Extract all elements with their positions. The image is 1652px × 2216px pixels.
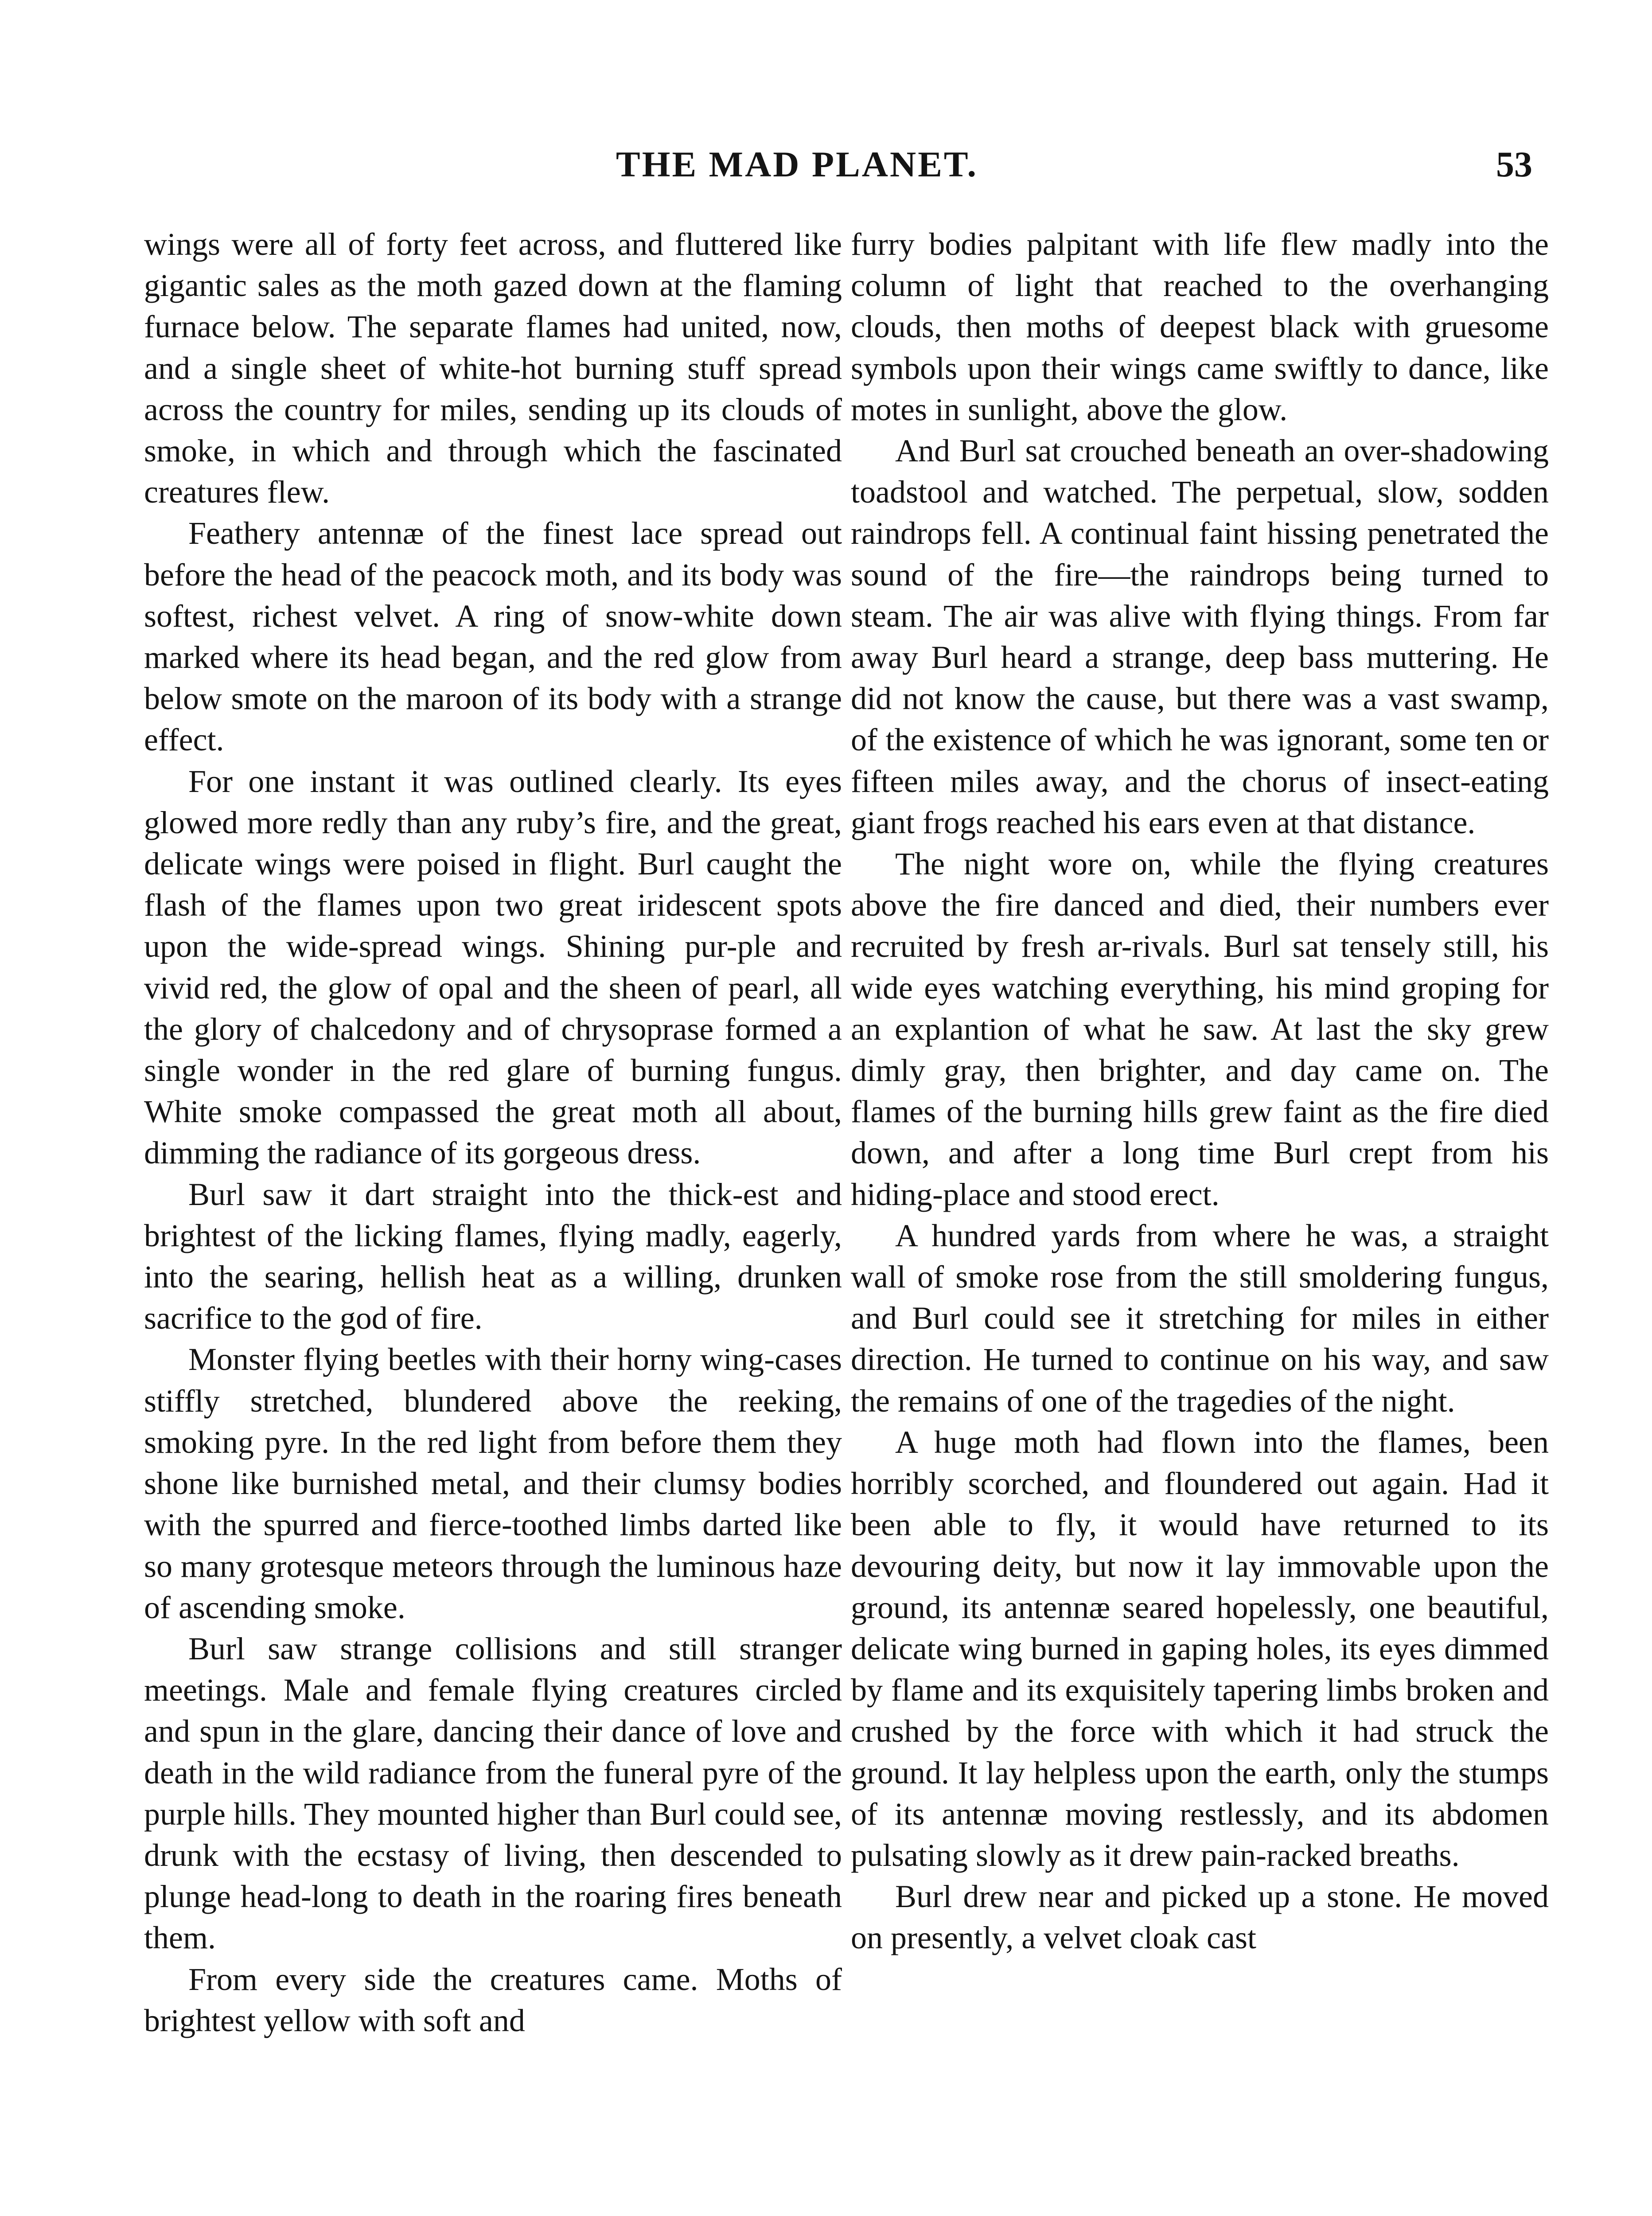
paragraph: A huge moth had flown into the flames, been horribly scorched, and floundered out again. Had it been able to fly, it would have returned to its devouring deity, but now it lay immovable upon the ground, its antennæ seared hopelessly, one beautiful, delicate wing burned in gaping holes, its eyes dimmed by flame and its exquisitely tapering limbs broken and crushed by the force with which it had struck the ground. It lay helpless upon the earth, only the stumps of its antennæ moving restlessly, and its abdomen pulsating slowly as it drew pain-racked breaths. (851, 1424, 1549, 1873)
paragraph: Burl saw strange collisions and still stranger meetings. Male and female flying creatures circled and spun in the glare, dancing their dance of love and death in the wild radiance from the funeral pyre of the purple hills. They mounted higher than Burl could see, drunk with the ecstasy of living, then descended to plunge head-long to death in the roaring fires beneath them. (144, 1631, 842, 1956)
paragraph: From every side the creatures came. Moths of brightest yellow with soft and (144, 1961, 842, 2038)
page-number: 53 (1496, 144, 1532, 184)
right-column (851, 224, 1549, 1959)
left-column (144, 224, 842, 2041)
paragraph: For one instant it was outlined clearly. Its eyes glowed more redly than any ruby’s fire, and the great, delicate wings were poised in flight. Burl caught the flash of the flames upon two great iridescent spots upon the wide-spread wings. Shining pur-ple and vivid red, the glow of opal and the sheen of pearl, all the glory of chalcedony and of chrysoprase formed a single wonder in the red glare of burning fungus. White smoke compassed the great moth all about, dimming the radiance of its gorgeous dress. (144, 763, 842, 1171)
paragraph: furry bodies palpitant with life flew madly into the column of light that reached to the overhanging clouds, then moths of deepest black with gruesome symbols upon their wings came swiftly to dance, like motes in sunlight, above the glow. (851, 226, 1549, 427)
paragraph: Monster flying beetles with their horny wing-cases stiffly stretched, blundered above the reeking, smoking pyre. In the red light from before them they shone like burnished metal, and their clumsy bodies with the spurred and fierce-toothed limbs darted like so many grotesque meteors through the luminous haze of ascending smoke. (144, 1342, 842, 1625)
paragraph: wings were all of forty feet across, and fluttered like gigantic sales as the moth gazed down at the flaming furnace below. The separate flames had united, now, and a single sheet of white-hot burning stuff spread across the country for miles, sending up its clouds of smoke, in which and through which the fascinated creatures flew. (144, 226, 842, 510)
paragraph: And Burl sat crouched beneath an over-shadowing toadstool and watched. The perpetual, slow, sodden raindrops fell. A continual faint hissing penetrated the sound of the fire—the raindrops being turned to steam. The air was alive with flying things. From far away Burl heard a strange, deep bass muttering. He did not know the cause, but there was a vast swamp, of the existence of which he was ignorant, some ten or fifteen miles away, and the chorus of insect-eating giant frogs reached his ears even at that distance. (851, 433, 1549, 840)
paragraph: Burl saw it dart straight into the thick-est and brightest of the licking flames, flying madly, eagerly, into the searing, hellish heat as a willing, drunken sacrifice to the god of fire. (144, 1176, 842, 1336)
paragraph: The night wore on, while the flying creatures above the fire danced and died, their numbers ever recruited by fresh ar-rivals. Burl sat tensely still, his wide eyes watching everything, his mind groping for an explantion of what he saw. At last the sky grew dimly gray, then brighter, and day came on. The flames of the burning hills grew faint as the fire died down, and after a long time Burl crept from his hiding-place and stood erect. (851, 846, 1549, 1212)
running-head-title: THE MAD PLANET. (616, 144, 978, 184)
paragraph: Burl drew near and picked up a stone. He moved on presently, a velvet cloak cast (851, 1879, 1549, 1956)
paragraph: Feathery antennæ of the finest lace spread out before the head of the peacock moth, and its body was softest, richest velvet. A ring of snow-white down marked where its head began, and the red glow from below smote on the maroon of its body with a strange effect. (144, 515, 842, 758)
paragraph: A hundred yards from where he was, a straight wall of smoke rose from the still smoldering fungus, and Burl could see it stretching for miles in either direction. He turned to continue on his way, and saw the remains of one of the tragedies of the night. (851, 1217, 1549, 1419)
